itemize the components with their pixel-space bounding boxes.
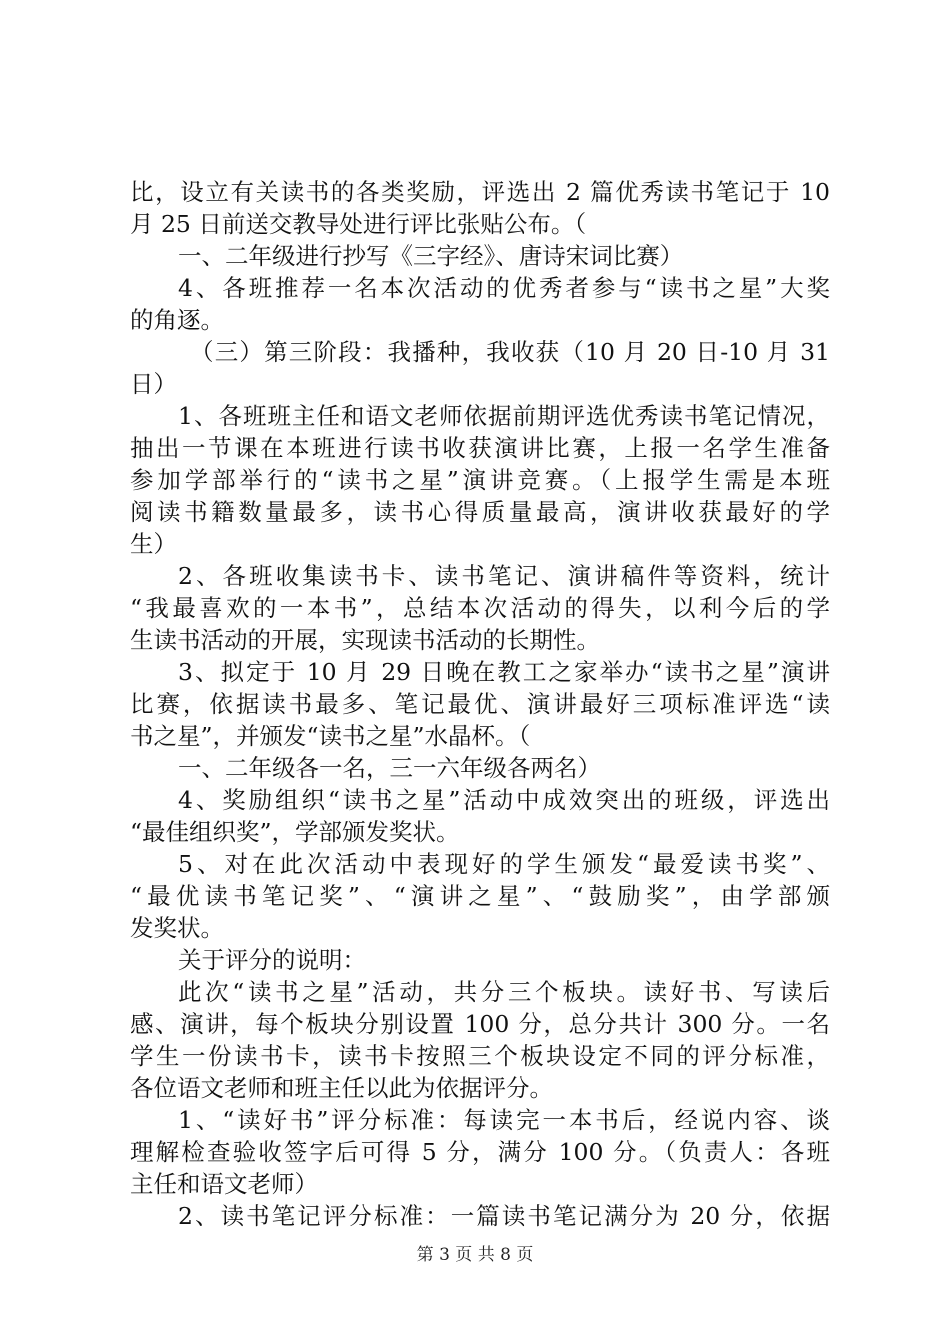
- paragraph-line: 生读书活动的开展，实现读书活动的长期性。: [130, 626, 600, 654]
- section-heading: （三）第三阶段：我播种，我收获（10 月 20 日-10 月 31: [190, 338, 830, 366]
- paragraph-line: 一、二年级各一名，三一六年级各两名）: [178, 754, 601, 782]
- paragraph-line: “最优读书笔记奖”、“演讲之星”、“鼓励奖”，由学部颁: [130, 882, 830, 910]
- paragraph-line: 此次“读书之星”活动，共分三个板块。读好书、写读后: [178, 978, 830, 1006]
- paragraph-line: 的角逐。: [130, 306, 224, 334]
- paragraph-line: “最佳组织奖”，学部颁发奖状。: [130, 818, 460, 846]
- paragraph-line: 书之星”，并颁发“读书之星”水晶杯。（: [130, 722, 531, 750]
- paragraph-line: 4、各班推荐一名本次活动的优秀者参与“读书之星”大奖: [178, 274, 830, 302]
- paragraph-line: 比，设立有关读书的各类奖励，评选出 2 篇优秀读书笔记于 10: [130, 178, 830, 206]
- paragraph-line: 日）: [130, 370, 177, 398]
- paragraph-line: 2、各班收集读书卡、读书笔记、演讲稿件等资料，统计: [178, 562, 830, 590]
- paragraph-line: 各位语文老师和班主任以此为依据评分。: [130, 1074, 553, 1102]
- page-number-footer: 第 3 页 共 8 页: [416, 1245, 534, 1265]
- paragraph-line: 1、各班班主任和语文老师依据前期评选优秀读书笔记情况，: [178, 402, 830, 430]
- paragraph-line: 3、拟定于 10 月 29 日晚在教工之家举办“读书之星”演讲: [178, 658, 830, 686]
- paragraph-line: 1、“读好书”评分标准：每读完一本书后，经说内容、谈: [178, 1106, 830, 1134]
- paragraph-line: 比赛，依据读书最多、笔记最优、演讲最好三项标准评选“读: [130, 690, 830, 718]
- paragraph-line: 理解检查验收签字后可得 5 分，满分 100 分。（负责人：各班: [130, 1138, 830, 1166]
- paragraph-line: 阅读书籍数量最多，读书心得质量最高，演讲收获最好的学: [130, 498, 830, 526]
- paragraph-line: 生）: [130, 530, 177, 558]
- paragraph-line: “我最喜欢的一本书”，总结本次活动的得失，以利今后的学: [130, 594, 830, 622]
- paragraph-line: 学生一份读书卡，读书卡按照三个板块设定不同的评分标准，: [130, 1042, 830, 1070]
- section-heading: 关于评分的说明：: [178, 946, 366, 974]
- paragraph-line: 抽出一节课在本班进行读书收获演讲比赛，上报一名学生准备: [130, 434, 830, 462]
- paragraph-line: 一、二年级进行抄写《三字经》、唐诗宋词比赛）: [178, 242, 684, 270]
- paragraph-line: 发奖状。: [130, 914, 224, 942]
- paragraph-line: 4、奖励组织“读书之星”活动中成效突出的班级，评选出: [178, 786, 830, 814]
- paragraph-line: 5、对在此次活动中表现好的学生颁发“最爱读书奖”、: [178, 850, 830, 878]
- paragraph-line: 主任和语文老师）: [130, 1170, 318, 1198]
- paragraph-line: 感、演讲，每个板块分别设置 100 分，总分共计 300 分。一名: [130, 1010, 830, 1038]
- paragraph-line: 参加学部举行的“读书之星”演讲竞赛。（上报学生需是本班: [130, 466, 830, 494]
- paragraph-line: 月 25 日前送交教导处进行评比张贴公布。（: [130, 210, 587, 238]
- paragraph-line: 2、读书笔记评分标准：一篇读书笔记满分为 20 分，依据: [178, 1202, 830, 1230]
